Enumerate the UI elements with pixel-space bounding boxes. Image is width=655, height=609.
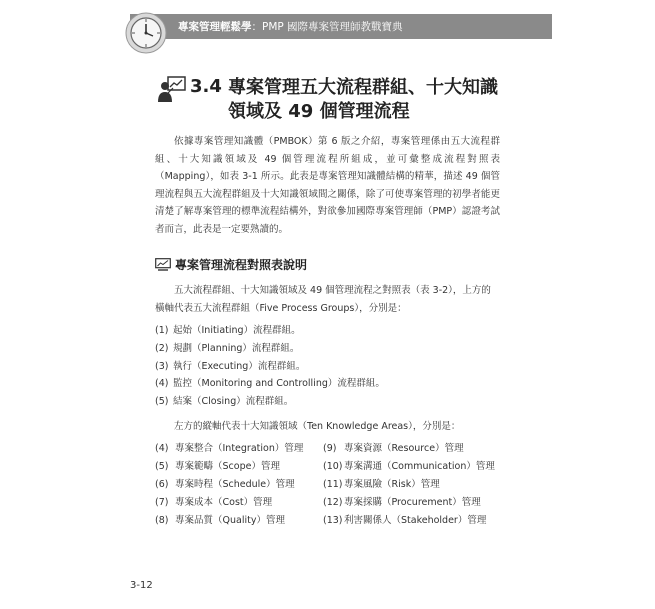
list-item-text: 利害關係人（Stakeholder）管理 bbox=[344, 515, 487, 526]
list-item bbox=[155, 476, 303, 494]
list-item bbox=[323, 476, 495, 494]
list-item bbox=[155, 512, 303, 530]
list-item bbox=[155, 375, 385, 393]
knowledge-area-list-left bbox=[155, 440, 303, 530]
list-item-text: 監控（Monitoring and Controlling）流程群組。 bbox=[173, 378, 385, 390]
list-item-number: (6) bbox=[155, 479, 169, 490]
list-item bbox=[155, 393, 385, 411]
running-header-text bbox=[178, 19, 403, 34]
list-item-number: (5) bbox=[155, 396, 169, 408]
knowledge-area-list-right bbox=[323, 440, 495, 530]
presenter-icon bbox=[157, 75, 187, 103]
intro-paragraph: 依據專案管理知識體（PMBOK）第 6 版之介紹，專案管理係由五大流程群組、十大知識領域及 49 個管理流程所組成，並可彙整成流程對照表（Mapping），如表 3-1 所示。此表是專案管理知識體結構的精華，描述 49 個管理流程與五大流程群組及十大知識領域間之關係，除了可使專案管理的初學者能更清楚了解專案管理的標準流程結構外，對欲參加國際專案管理師（PMP）認證考試者而言，此表是一定要熟讀的。 bbox=[155, 136, 500, 235]
list-item-number: (12) bbox=[323, 497, 343, 508]
monitor-chart-icon bbox=[155, 258, 171, 271]
list-item-number: (8) bbox=[155, 515, 169, 526]
list-item-text: 專案成本（Cost）管理 bbox=[175, 497, 273, 508]
list-item-text: 專案時程（Schedule）管理 bbox=[175, 479, 295, 490]
subsection-paragraph: 五大流程群組、十大知識領域及 49 個管理流程之對照表（表 3-2），上方的橫軸代表五大流程群組（Five Process Groups），分別是： bbox=[155, 285, 491, 314]
list-item-text: 規劃（Planning）流程群組。 bbox=[173, 342, 300, 354]
list-item-text: 專案整合（Integration）管理 bbox=[175, 443, 304, 454]
section-title: 專案管理五大流程群組、十大知識領域及 49 個管理流程 bbox=[228, 77, 498, 122]
running-header bbox=[130, 14, 552, 39]
list-item bbox=[155, 494, 303, 512]
list-item bbox=[323, 458, 495, 476]
book-title: 專案管理輕鬆學 bbox=[178, 21, 252, 33]
list-item-text: 結案（Closing）流程群組。 bbox=[173, 396, 294, 408]
clock-icon bbox=[125, 12, 167, 54]
list-item-text: 專案品質（Quality）管理 bbox=[175, 515, 285, 526]
header-separator: ： bbox=[251, 21, 262, 33]
list-item-number: (9) bbox=[323, 443, 337, 454]
list-item bbox=[155, 458, 303, 476]
subsection-heading: 專案管理流程對照表說明 bbox=[175, 258, 308, 272]
list-item-text: 執行（Executing）流程群組。 bbox=[173, 360, 306, 372]
list-item bbox=[155, 440, 303, 458]
list-item-text: 專案溝通（Communication）管理 bbox=[344, 461, 495, 472]
list-item bbox=[155, 358, 385, 376]
section-number: 3.4 bbox=[190, 76, 222, 97]
list-item-number: (13) bbox=[323, 515, 343, 526]
process-group-list bbox=[155, 322, 385, 411]
list-item-number: (2) bbox=[155, 342, 169, 354]
list-item-text: 專案資源（Resource）管理 bbox=[344, 443, 464, 454]
list-item bbox=[323, 494, 495, 512]
list-item bbox=[323, 440, 495, 458]
list-item bbox=[323, 512, 495, 530]
list-item-number: (4) bbox=[155, 443, 169, 454]
list-item-number: (5) bbox=[155, 461, 169, 472]
list-item bbox=[155, 340, 385, 358]
book-subtitle: PMP 國際專案管理師教戰寶典 bbox=[262, 21, 403, 33]
list-item-number: (1) bbox=[155, 325, 169, 336]
list-item-text: 專案範疇（Scope）管理 bbox=[175, 461, 280, 472]
list-item-number: (4) bbox=[155, 378, 169, 390]
list-item-text: 起始（Initiating）流程群組。 bbox=[173, 325, 301, 336]
list-item-number: (7) bbox=[155, 497, 169, 508]
page-number: 3-12 bbox=[130, 580, 153, 591]
list-item bbox=[155, 322, 385, 340]
list-item-number: (10) bbox=[323, 461, 343, 472]
knowledge-intro: 左方的縱軸代表十大知識領域（Ten Knowledge Areas），分別是： bbox=[174, 421, 461, 432]
list-item-number: (11) bbox=[323, 479, 343, 490]
list-item-text: 專案風險（Risk）管理 bbox=[344, 479, 440, 490]
list-item-text: 專案採購（Procurement）管理 bbox=[344, 497, 481, 508]
list-item-number: (3) bbox=[155, 360, 169, 372]
